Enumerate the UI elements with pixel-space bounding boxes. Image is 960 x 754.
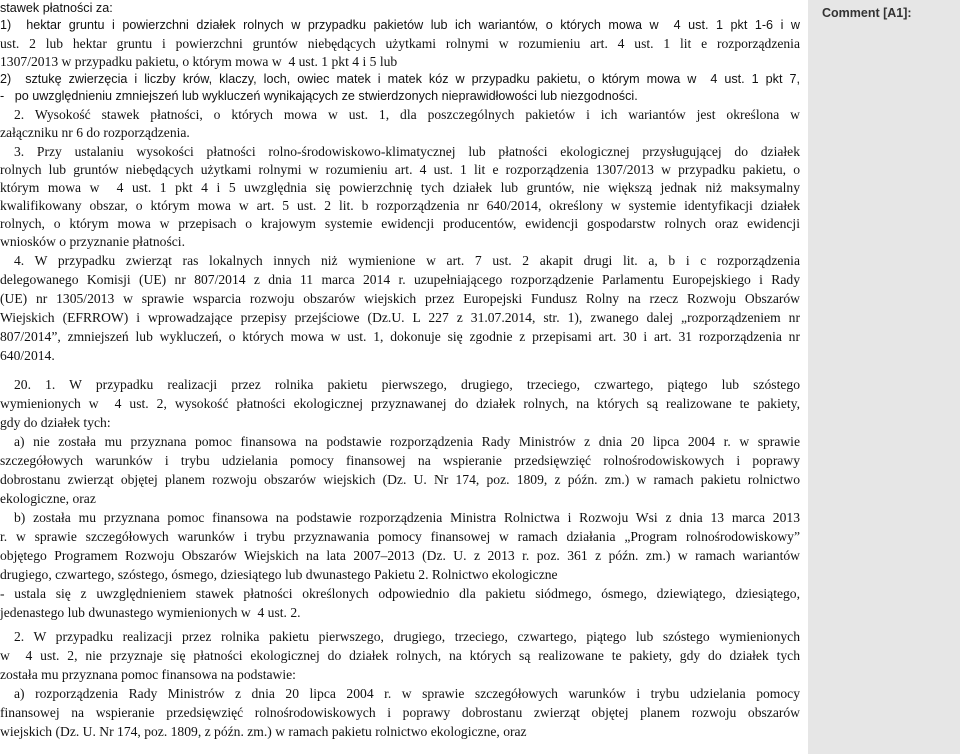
text-line: ekologiczne, oraz — [0, 491, 96, 506]
text-line: 2. Wysokość stawek płatności, o których mowa w ust. 1, dla poszczególnych pakietów i ich wariantów jest określona w — [14, 107, 800, 122]
text-line: stawek płatności za: — [0, 1, 113, 15]
text-line: r. w sprawie szczegółowych warunków i trybu przyznawania pomocy finansowej w ramach działania „Program rolnośrodowiskowy” — [0, 529, 800, 544]
text-line: 807/2014”, zmniejszeń lub wykluczeń, o których mowa w ust. 1, dokonuje się zgodnie z przepisami art. 30 i art. 31 rozporządzenia nr — [0, 329, 800, 344]
text-line: została mu przyznana pomoc finansowa na podstawie: — [0, 667, 296, 682]
text-line: b) została mu przyznana pomoc finansowa na podstawie rozporządzenia Ministra Rolnictwa i Rozwoju Wsi z dnia 13 marca 2013 — [14, 510, 800, 525]
text-line: wniosków o przyznanie płatności. — [0, 234, 185, 249]
text-line: szczegółowych warunków i trybu udzielania pomocy finansowej na wspieranie przedsięwzięć rolnośrodowiskowych i poprawy — [0, 453, 800, 468]
text-line: w 4 ust. 2, nie przyznaje się płatności ekologicznej do działek rolnych, na których są realizowane te pakiety, gdy do działek tych — [0, 648, 800, 663]
text-line: - ustala się z uwzględnieniem stawek płatności określonych odpowiednio dla pakietu siódmego, ósmego, dziewiątego, dziesiątego, — [0, 586, 800, 601]
text-line: rolnych, o którym mowa w przepisach o krajowym systemie ewidencji producentów, ewidencji gospodarstw rolnych oraz ewidencji — [0, 216, 800, 231]
text-line: 3. Przy ustalaniu wysokości płatności rolno-środowiskowo-klimatycznej lub płatności ekologicznej przysługującej do działek — [14, 144, 800, 159]
text-line: 1) hektar gruntu i powierzchni działek rolnych w przypadku pakietów lub ich wariantów, o których mowa w 4 ust. 1 pkt 1-6 i w — [0, 18, 800, 32]
comment-label: Comment [A1]: — [822, 6, 912, 20]
text-line: gdy do działek tych: — [0, 415, 111, 430]
text-line: a) nie została mu przyznana pomoc finansowa na podstawie rozporządzenia Rady Ministrów z dnia 20 lipca 2004 r. w sprawie — [14, 434, 800, 449]
text-line: 20. 1. W przypadku realizacji przez rolnika pakietu pierwszego, drugiego, trzeciego, czwartego, piątego lub szóstego — [14, 377, 800, 392]
text-line: - po uwzględnieniu zmniejszeń lub wykluczeń wynikających ze stwierdzonych nieprawidłowości lub niezgodności. — [0, 89, 638, 103]
text-line: a) rozporządzenia Rady Ministrów z dnia 20 lipca 2004 r. w sprawie szczegółowych warunków i trybu udzielania pomocy — [14, 686, 800, 701]
text-line: wymienionych w 4 ust. 2, wysokość płatności ekologicznej przyznawanej do działek rolnych, na których są realizowane te pakiety, — [0, 396, 800, 411]
text-line: załączniku nr 6 do rozporządzenia. — [0, 125, 190, 140]
text-line: (UE) nr 1305/2013 w sprawie wsparcia rozwoju obszarów wiejskich przez Europejski Fundusz Rolny na rzecz Rozwoju Obszarów — [0, 291, 800, 306]
text-line: wiejskich (Dz. U. Nr 174, poz. 1809, z późn. zm.) w ramach pakietu rolnictwo ekologiczne, oraz — [0, 724, 527, 739]
text-line: 2) sztukę zwierzęcia i liczby krów, klaczy, loch, owiec matek i matek kóz w przypadku pakietu, o którym mowa w 4 ust. 1 pkt 7, — [0, 72, 800, 86]
text-line: 2. W przypadku realizacji przez rolnika pakietu pierwszego, drugiego, trzeciego, czwartego, piątego lub szóstego wymienionych — [14, 629, 800, 644]
text-line: drugiego, czwartego, szóstego, ósmego, dziesiątego lub dwunastego Pakietu 2. Rolnictwo ekologiczne — [0, 567, 558, 582]
text-line: jedenastego lub dwunastego wymienionych w 4 ust. 2. — [0, 605, 301, 620]
text-line: objętego Programem Rozwoju Obszarów Wiejskich na lata 2007–2013 (Dz. U. z 2013 r. poz. 361 z późn. zm.) w ramach wariantów — [0, 548, 800, 563]
text-line: Wiejskich (EFRROW) i wprowadzające przepisy przejściowe (Dz.U. L 227 z 31.07.2014, str. 1), zwanego dalej „rozporządzeniem nr — [0, 310, 800, 325]
text-line: ust. 2 lub hektar gruntu i powierzchni gruntów niebędących użytkami rolnymi w rozumieniu art. 4 ust. 1 lit e rozporządzenia — [0, 36, 800, 51]
text-line: dobrostanu zwierząt objętej planem rozwoju obszarów wiejskich (Dz. U. Nr 174, poz. 1809, z późn. zm.) w ramach pakietu rolnictwo — [0, 472, 800, 487]
text-line: delegowanego Komisji (UE) nr 807/2014 z dnia 11 marca 2014 r. uzupełniającego rozporządzenie Parlamentu Europejskiego i Rady — [0, 272, 800, 287]
comment-sidebar — [808, 0, 960, 754]
text-line: którym mowa w 4 ust. 1 pkt 4 i 5 uwzględnia się powierzchnię tych działek lub gruntów, nie większą jednak niż maksymalny — [0, 180, 800, 195]
text-line: 640/2014. — [0, 348, 55, 363]
text-line: rolnych lub gruntów niebędących użytkami rolnymi w rozumieniu art. 4 ust. 1 lit e rozporządzenia 1307/2013 w przypadku pakietu, o — [0, 162, 800, 177]
text-line: kwalifikowany obszar, o którym mowa w art. 5 ust. 2 lit. b rozporządzenia nr 640/2014, określony w systemie identyfikacji działek — [0, 198, 800, 213]
text-line: 1307/2013 w przypadku pakietu, o którym mowa w 4 ust. 1 pkt 4 i 5 lub — [0, 54, 398, 69]
text-line: finansowej na wspieranie przedsięwzięć rolnośrodowiskowych i poprawy dobrostanu zwierząt objętej planem rozwoju obszarów — [0, 705, 800, 720]
text-line: 4. W przypadku zwierząt ras lokalnych innych niż wymienione w art. 7 ust. 2 akapit drugi lit. a, b i c rozporządzenia — [14, 253, 800, 268]
